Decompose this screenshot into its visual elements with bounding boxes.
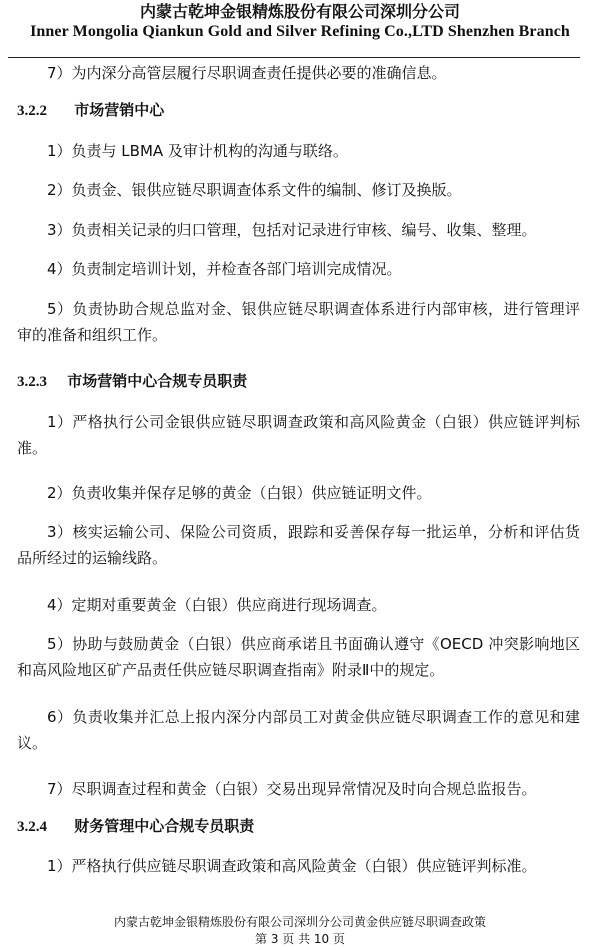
section-title: 市场营销中心 <box>74 101 165 119</box>
paragraph: 3）核实运输公司、保险公司资质，跟踪和妥善保存每一批运单，分析和评估货品所经过的运输线路。 <box>17 523 580 567</box>
page-header <box>0 0 600 42</box>
paragraph: 6）负责收集并汇总上报内深分内部员工对黄金供应链尽职调查工作的意见和建议。 <box>17 708 580 752</box>
paragraph: 1）严格执行公司金银供应链尽职调查政策和高风险黄金（白银）供应链评判标准。 <box>17 413 580 457</box>
paragraph: 4）定期对重要黄金（白银）供应商进行现场调查。 <box>47 596 387 614</box>
section-heading-3-2-2 <box>17 99 164 122</box>
section-number: 3.2.3 <box>17 374 47 390</box>
footer-page-info: 第 3 页 共 10 页 <box>255 932 345 946</box>
section-title: 市场营销中心合规专员职责 <box>67 372 248 390</box>
paragraph: 1）严格执行供应链尽职调查政策和高风险黄金（白银）供应链评判标准。 <box>47 857 537 875</box>
section-number: 3.2.2 <box>17 103 47 119</box>
company-name-cn: 内蒙古乾坤金银精炼股份有限公司深圳分公司 <box>139 2 460 21</box>
company-name-en: Inner Mongolia Qiankun Gold and Silver Refining Co.,LTD Shenzhen Branch <box>30 23 570 40</box>
paragraph: 2）负责收集并保存足够的黄金（白银）供应链证明文件。 <box>47 484 432 502</box>
footer-doc-title: 内蒙古乾坤金银精炼股份有限公司深圳分公司黄金供应链尽职调查政策 <box>113 915 486 929</box>
paragraph-top: 7）为内深分高管层履行尽职调查责任提供必要的准确信息。 <box>47 64 447 82</box>
paragraph: 3）负责相关记录的归口管理，包括对记录进行审核、编号、收集、整理。 <box>47 221 537 239</box>
paragraph: 4）负责制定培训计划，并检查各部门培训完成情况。 <box>47 260 402 278</box>
header-divider <box>8 57 580 58</box>
section-title: 财务管理中心合规专员职责 <box>74 817 255 835</box>
paragraph: 2）负责金、银供应链尽职调查体系文件的编制、修订及换版。 <box>47 181 462 199</box>
paragraph: 5）协助与鼓励黄金（白银）供应商承诺且书面确认遵守《OECD 冲突影响地区和高风险地区矿产品责任供应链尽职调查指南》附录Ⅱ中的规定。 <box>17 635 580 679</box>
paragraph: 5）负责协助合规总监对金、银供应链尽职调查体系进行内部审核，进行管理评审的准备和组织工作。 <box>17 300 580 344</box>
paragraph: 7）尽职调查过程和黄金（白银）交易出现异常情况及时向合规总监报告。 <box>47 780 537 798</box>
section-number: 3.2.4 <box>17 819 47 835</box>
section-heading-3-2-3 <box>17 370 247 393</box>
section-heading-3-2-4 <box>17 815 254 838</box>
paragraph: 1）负责与 LBMA 及审计机构的沟通与联络。 <box>47 142 348 160</box>
